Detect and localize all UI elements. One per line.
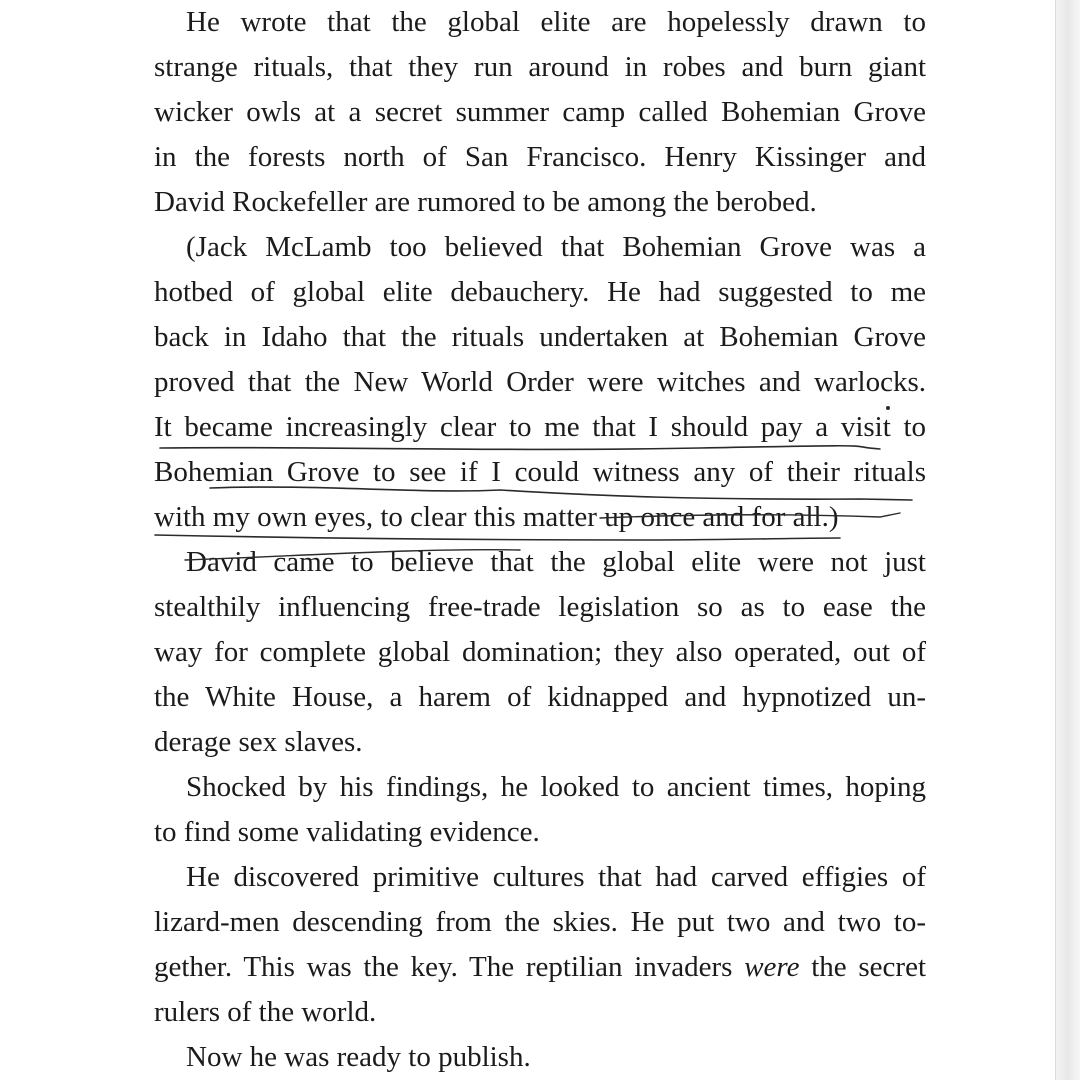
text-line: proved that the New World Order were witches and warlocks.	[154, 366, 926, 398]
body-text	[154, 0, 926, 1080]
text-line: Shocked by his findings, he looked to ancient times, hoping	[186, 771, 926, 803]
text-line: hotbed of global elite debauchery. He had suggested to me	[154, 276, 926, 308]
text-line: It became increasingly clear to me that I should pay a visit to	[154, 411, 926, 443]
text-line: Bohemian Grove to see if I could witness any of their rituals	[154, 456, 926, 488]
text-line: in the forests north of San Francisco. Henry Kissinger and	[154, 141, 926, 173]
text-line: Now he was ready to publish.	[186, 1041, 531, 1073]
text-segment: the secret	[799, 951, 927, 983]
text-segment: gether. This was the key. The reptilian invaders	[154, 951, 745, 983]
text-line: to find some validating evidence.	[154, 816, 540, 848]
text-line: back in Idaho that the rituals undertaken at Bohemian Grove	[154, 321, 926, 353]
emphasized-word: were	[744, 951, 800, 983]
text-line: with my own eyes, to clear this matter up once and for all.)	[154, 501, 839, 533]
text-line: stealthily influencing free-trade legislation so as to ease the	[154, 591, 926, 623]
text-line: way for complete global domination; they also operated, out of	[154, 636, 926, 668]
text-line: derage sex slaves.	[154, 726, 363, 758]
text-line: (Jack McLamb too believed that Bohemian Grove was a	[186, 231, 926, 263]
text-line: He discovered primitive cultures that had carved effigies of	[186, 861, 926, 893]
text-line: David came to believe that the global elite were not just	[186, 546, 926, 578]
text-line: strange rituals, that they run around in robes and burn giant	[154, 51, 926, 83]
text-line: He wrote that the global elite are hopelessly drawn to	[186, 6, 926, 38]
text-line	[154, 945, 926, 990]
text-line: lizard-men descending from the skies. He put two and two to-	[154, 906, 926, 938]
page-edge	[1055, 0, 1080, 1080]
text-line: rulers of the world.	[154, 996, 377, 1028]
text-line: the White House, a harem of kidnapped and hypnotized un-	[154, 681, 926, 713]
text-line: wicker owls at a secret summer camp called Bohemian Grove	[154, 96, 926, 128]
text-line: David Rockefeller are rumored to be among the berobed.	[154, 186, 817, 218]
